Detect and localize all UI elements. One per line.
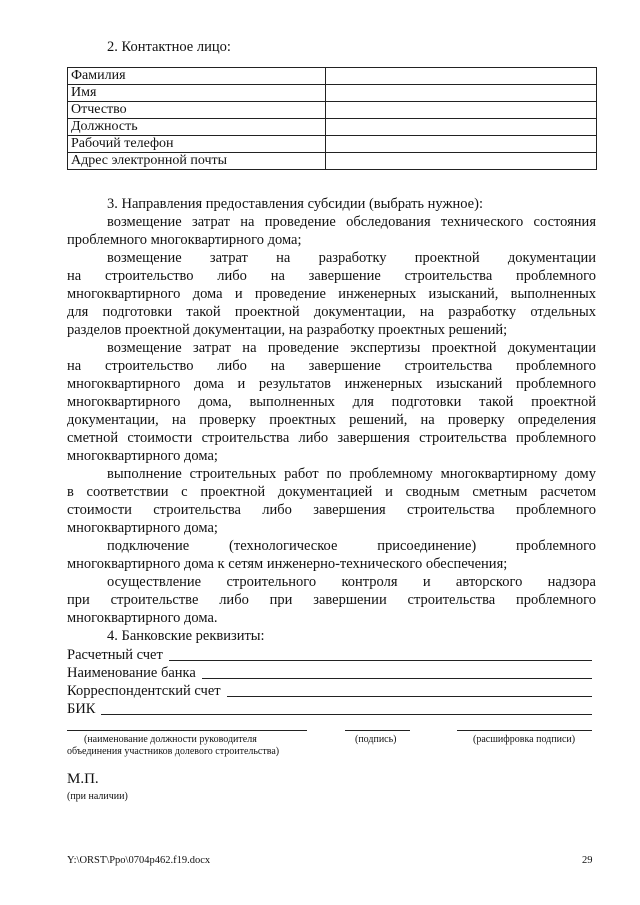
paragraph-line: на строительство либо на завершение строительства проблемного (67, 268, 596, 284)
paragraph-line: многоквартирного дома к сетям инженерно-технического обеспечения; (67, 556, 508, 572)
contact-value-cell[interactable] (326, 102, 597, 119)
section4-heading: 4. Банковские реквизиты: (107, 628, 265, 644)
paragraph-line: на строительство либо на завершение строительства проблемного (67, 358, 596, 374)
paragraph-line: многоквартирного дома и результатов инженерных изысканий проблемного (67, 376, 596, 392)
bank-account-field[interactable] (67, 646, 592, 664)
table-row (68, 153, 597, 170)
contact-label-position: Должность (68, 119, 326, 136)
paragraph-line: сметной стоимости строительства либо завершения строительства проблемного (67, 430, 596, 446)
contact-label-phone: Рабочий телефон (68, 136, 326, 153)
decode-caption: (расшифровка подписи) (473, 734, 576, 745)
bik-label: БИК (67, 701, 96, 717)
position-caption: (наименование должности руководителя (84, 734, 257, 745)
subsidy-option-design-docs: возмещение затрат на разработку проектной документации (107, 250, 596, 266)
stamp-label: М.П. (67, 771, 99, 787)
position-caption-2: объединения участников долевого строительства) (67, 746, 280, 757)
contact-label-patronymic: Отчество (68, 102, 326, 119)
bank-name-field[interactable] (67, 664, 592, 682)
fill-line (227, 696, 592, 697)
sign-caption: (подпись) (355, 734, 397, 745)
paragraph-line: разделов проектной документации, на разработку проектных решений; (67, 322, 508, 338)
paragraph-line: в соответствии с проектной документацией и сводным сметным расчетом (67, 484, 596, 500)
contact-value-cell[interactable] (326, 85, 597, 102)
subsidy-option-connection: подключение (технологическое присоединение) проблемного (107, 538, 596, 554)
decode-line[interactable] (457, 730, 592, 731)
position-signature-line[interactable] (67, 730, 307, 731)
paragraph-line: документации, на проверку проектных решений, на проверку определения (67, 412, 596, 428)
contact-value-cell[interactable] (326, 68, 597, 85)
paragraph-line: при строительстве либо при завершении строительства проблемного (67, 592, 596, 608)
contact-value-cell[interactable] (326, 153, 597, 170)
subsidy-option-expertise: возмещение затрат на проведение экспертизы проектной документации (107, 340, 596, 356)
stamp-note: (при наличии) (67, 791, 128, 802)
subsidy-option-survey: возмещение затрат на проведение обследования технического состояния (107, 214, 596, 230)
subsidy-option-supervision: осуществление строительного контроля и авторского надзора (107, 574, 596, 590)
paragraph-line: для подготовки такой проектной документации, на разработку отдельных (67, 304, 596, 320)
fill-line (169, 660, 592, 661)
paragraph-line: проблемного многоквартирного дома; (67, 232, 302, 248)
bank-account-label: Расчетный счет (67, 647, 163, 663)
paragraph-line: многоквартирного дома; (67, 448, 218, 464)
contact-value-cell[interactable] (326, 136, 597, 153)
sign-line[interactable] (345, 730, 410, 731)
table-row (68, 119, 597, 136)
paragraph-line: стоимости строительства либо завершения строительства проблемного (67, 502, 596, 518)
contact-label-name: Имя (68, 85, 326, 102)
contact-label-surname: Фамилия (68, 68, 326, 85)
table-row (68, 136, 597, 153)
paragraph-line: многоквартирного дома и проведение инженерных изысканий, выполненных (67, 286, 596, 302)
table-row (68, 68, 597, 85)
file-path: Y:\ORST\Ppo\0704p462.f19.docx (67, 855, 211, 866)
paragraph-line: многоквартирного дома. (67, 610, 218, 626)
fill-line (202, 678, 592, 679)
paragraph-line: многоквартирного дома, выполненных для подготовки такой проектной (67, 394, 596, 410)
table-row (68, 102, 597, 119)
corr-account-field[interactable] (67, 682, 592, 700)
subsidy-option-construction: выполнение строительных работ по проблемному многоквартирному дому (107, 466, 596, 482)
table-row (68, 85, 597, 102)
section3-heading: 3. Направления предоставления субсидии (выбрать нужное): (107, 196, 483, 212)
paragraph-line: многоквартирного дома; (67, 520, 218, 536)
contact-value-cell[interactable] (326, 119, 597, 136)
bik-field[interactable] (67, 700, 592, 718)
fill-line (101, 714, 592, 715)
bank-name-label: Наименование банка (67, 665, 196, 681)
page-number: 29 (582, 855, 593, 866)
corr-account-label: Корреспондентский счет (67, 683, 221, 699)
section2-heading: 2. Контактное лицо: (107, 39, 231, 55)
contact-table (67, 67, 597, 170)
contact-label-email: Адрес электронной почты (68, 153, 326, 170)
